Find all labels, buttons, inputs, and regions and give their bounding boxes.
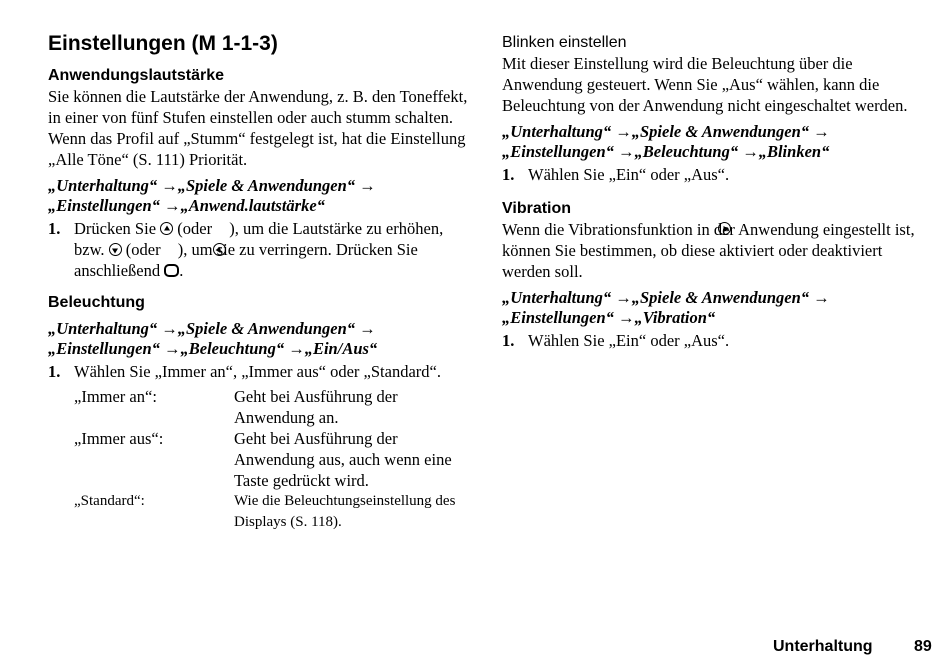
section-title-volume: Anwendungslautstärke	[48, 67, 225, 84]
step-text-part: (oder	[177, 219, 213, 238]
section-body-volume: Sie können die Lautstärke der Anwendung, z. B. den Toneffekt, in einer von fünf Stufen einstellen oder auch stumm schalten. Wenn das Profil auf „Stumm“ festgelegt ist, hat die Einstellung „Alle Töne“ (S. 111) Priorität.	[48, 87, 468, 169]
option-key: „Immer an“:	[74, 387, 157, 406]
step-text: Wählen Sie „Ein“ oder „Aus“.	[528, 165, 730, 184]
section-lighting	[48, 293, 468, 533]
option-row	[74, 491, 468, 533]
step-text: Wählen Sie „Immer an“, „Immer aus“ oder „Standard“.	[74, 362, 441, 381]
menu-path-lighting: „Unterhaltung“ →„Spiele & Anwendungen“ → „Einstellungen“ →„Beleuchtung“ →„Ein/Aus“	[48, 319, 378, 358]
left-column	[48, 30, 468, 533]
step-number: 1.	[502, 165, 515, 184]
step-text-part: (oder	[125, 240, 161, 259]
option-row	[74, 386, 468, 428]
options-table	[74, 386, 468, 533]
option-value: Geht bei Ausführung der Anwendung aus, auch wenn eine Taste gedrückt wird.	[234, 429, 452, 490]
step-blink	[502, 164, 922, 185]
menu-path-volume: „Unterhaltung“ →„Spiele & Anwendungen“ → „Einstellungen“ →„Anwend.lautstärke“	[48, 176, 376, 215]
right-column	[502, 30, 922, 351]
step-text-part: Drücken Sie	[74, 219, 157, 238]
section-vibration	[502, 199, 922, 351]
option-key: „Immer aus“:	[74, 429, 164, 448]
section-blink	[502, 33, 922, 185]
step-number: 1.	[502, 331, 515, 350]
menu-path-vibration: „Unterhaltung“ →„Spiele & Anwendungen“ → „Einstellungen“ →„Vibration“	[502, 288, 830, 327]
section-title-lighting: Beleuchtung	[48, 294, 145, 311]
nav-down-key-icon	[109, 243, 122, 256]
section-title-vibration: Vibration	[502, 200, 572, 217]
page-title: Einstellungen (M 1-1-3)	[48, 32, 278, 55]
step-vibration	[502, 330, 922, 351]
nav-up-key-icon	[160, 222, 173, 235]
section-title-blink: Blinken einstellen	[502, 34, 627, 51]
step-text-part: .	[179, 261, 184, 280]
step-number: 1.	[48, 219, 61, 238]
section-body-blink: Mit dieser Einstellung wird die Beleuchtung über die Anwendung gesteuert. Wenn Sie „Aus“ wählen, kann die Beleuchtung von der Anwendung nicht eingeschaltet werden.	[502, 54, 908, 115]
center-key-icon	[164, 264, 179, 277]
step-text: Wählen Sie „Ein“ oder „Aus“.	[528, 331, 730, 350]
page-number: 89	[914, 638, 932, 655]
footer-section-name: Unterhaltung	[773, 638, 873, 655]
option-key: „Standard“:	[74, 493, 145, 509]
option-value: Geht bei Ausführung der Anwendung an.	[234, 387, 398, 427]
option-value: Wie die Beleuchtungseinstellung des Displays (S. 118).	[234, 493, 456, 530]
step-volume	[48, 218, 468, 281]
step-text	[74, 218, 468, 281]
section-volume	[48, 66, 468, 281]
section-body-vibration: Wenn die Vibrationsfunktion in der Anwendung eingestellt ist, können Sie bestimmen, ob diese aktiviert oder deaktiviert werden soll.	[502, 220, 915, 281]
nav-left-key-icon	[213, 243, 226, 256]
step-text-part: ), um die Lautstärke zu erhöhen, bzw.	[74, 219, 444, 259]
menu-path-blink: „Unterhaltung“ →„Spiele & Anwendungen“ → „Einstellungen“ →„Beleuchtung“ →„Blinken“	[502, 122, 830, 161]
option-row	[74, 428, 468, 491]
step-lighting	[48, 361, 468, 382]
step-number: 1.	[48, 362, 61, 381]
step-text-part: ), um sie zu verringern. Drücken Sie anschließend	[74, 240, 418, 280]
